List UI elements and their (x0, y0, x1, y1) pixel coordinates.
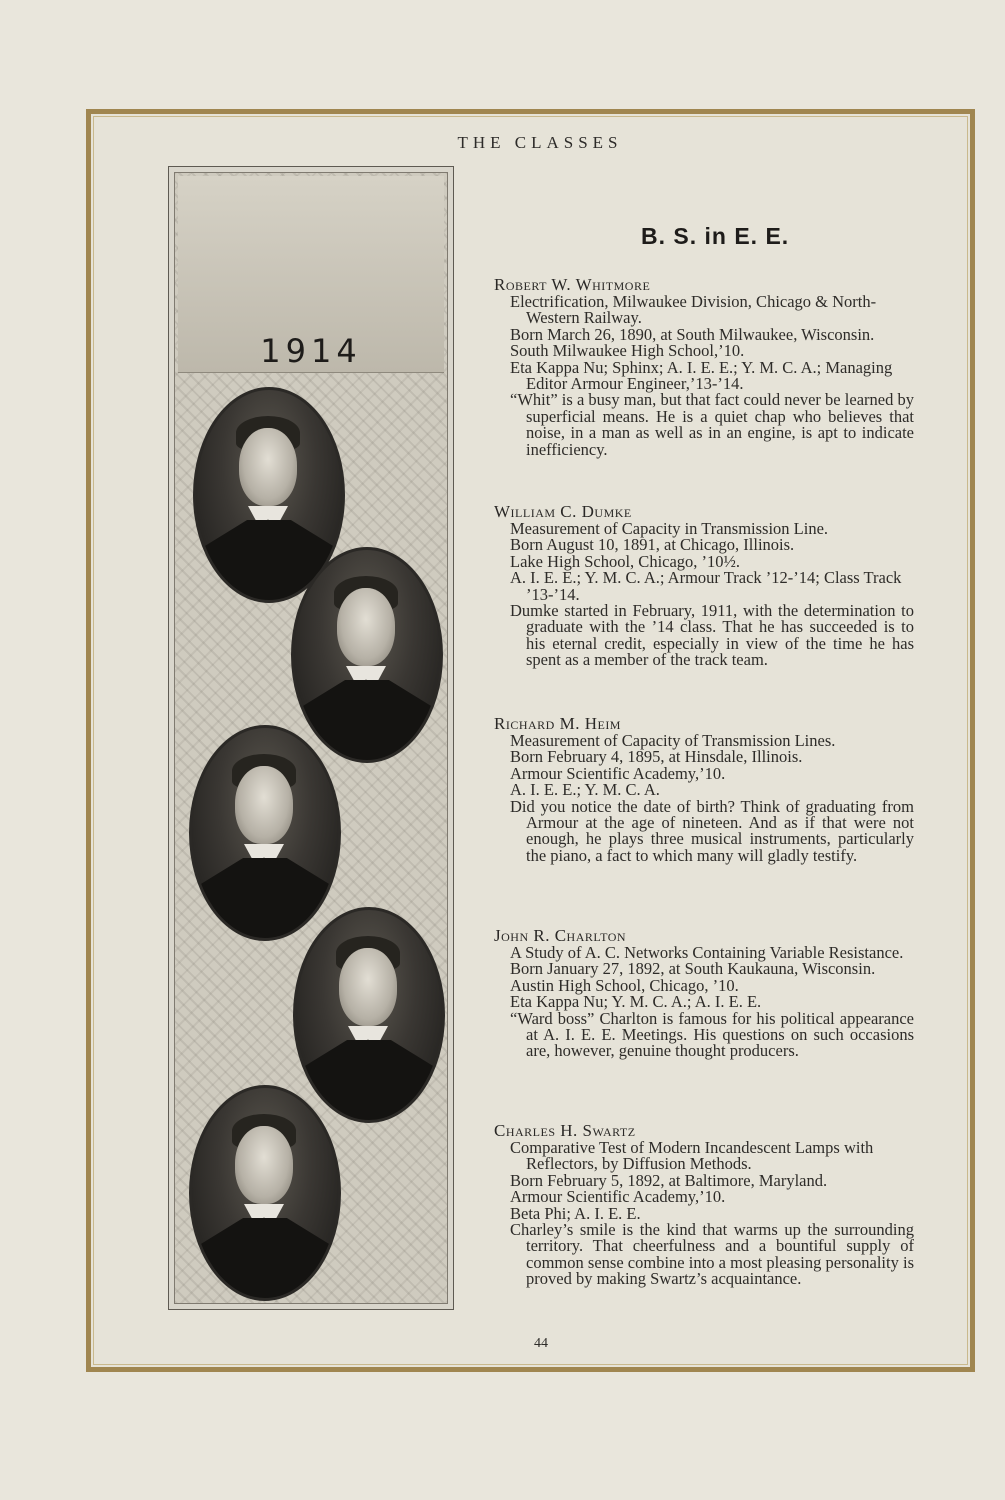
section-heading: B. S. in E. E. (641, 223, 790, 249)
entry-remark: “Whit” is a busy man, but that fact could never be learned by superficial means. He is a quiet chap who believes that noise, in a man as well as in an engine, is apt to indicate inefficiency. (510, 390, 914, 459)
entry-remark: Did you notice the date of birth? Think of graduating from Armour at the age of nineteen. And as if that were not enough, he plays three musical instruments, particularly the piano, a fact to which many will gladly testify. (510, 796, 914, 865)
entry-name: John R. Charlton (494, 926, 627, 945)
entry-school: South Milwaukee High School,’10. (510, 341, 745, 361)
entry-name: Richard M. Heim (494, 714, 621, 733)
entry-activities: A. I. E. E.; Y. M. C. A.; Armour Track ’12-’14; Class Track ’13-’14. (510, 568, 902, 604)
entry-thesis: Measurement of Capacity of Transmission Lines. (510, 731, 836, 750)
entry-born: Born March 26, 1890, at South Milwaukee, Wisconsin. (510, 324, 875, 344)
class-year: 1914 (260, 332, 362, 370)
entry-born: Born February 4, 1895, at Hinsdale, Illinois. (510, 747, 803, 767)
entry-thesis: Comparative Test of Modern Incandescent Lamps with Reflectors, by Diffusion Methods. (510, 1138, 874, 1174)
entry-swartz (494, 1122, 914, 1288)
entry-activities: A. I. E. E.; Y. M. C. A. (510, 780, 660, 800)
entry-born: Born August 10, 1891, at Chicago, Illinois. (510, 535, 795, 555)
entry-name: William C. Dumke (494, 502, 632, 521)
entry-school: Lake High School, Chicago, ’10½. (510, 551, 741, 571)
entry-thesis: A Study of A. C. Networks Containing Variable Resistance. (510, 943, 904, 962)
entry-heim (494, 715, 914, 864)
entry-thesis: Electrification, Milwaukee Division, Chicago & North-Western Railway. (510, 292, 877, 328)
portrait-charlton (293, 907, 445, 1123)
page-number: 44 (534, 1336, 548, 1351)
entry-school: Armour Scientific Academy,’10. (510, 763, 726, 783)
portrait-heim (189, 725, 341, 941)
entry-thesis: Measurement of Capacity in Transmission Line. (510, 519, 829, 538)
entry-name: Robert W. Whitmore (494, 275, 651, 294)
running-head: THE CLASSES (457, 133, 623, 152)
photo-strip (168, 166, 454, 1310)
entry-remark: “Ward boss” Charlton is famous for his political appearance at A. I. E. E. Meetings. His questions on such occasions are, however, genuine thought producers. (510, 1008, 914, 1061)
portrait-swartz (189, 1085, 341, 1301)
entry-remark: Charley’s smile is the kind that warms up the surrounding territory. That cheerfulness and a bountiful supply of common sense combine into a most pleasing personality is proved by making Swartz’s acquaintance. (510, 1220, 914, 1289)
entry-name: Charles H. Swartz (494, 1121, 636, 1140)
entry-whitmore (494, 276, 914, 458)
entry-activities: Eta Kappa Nu; Sphinx; A. I. E. E.; Y. M. C. A.; Managing Editor Armour Engineer,’13-’14. (510, 357, 893, 394)
entry-school: Armour Scientific Academy,’10. (510, 1187, 726, 1207)
entry-school: Austin High School, Chicago, ’10. (510, 975, 739, 995)
entry-charlton (494, 927, 914, 1060)
entry-activities: Beta Phi; A. I. E. E. (510, 1203, 641, 1223)
entry-born: Born February 5, 1892, at Baltimore, Maryland. (510, 1170, 828, 1190)
entry-remark: Dumke started in February, 1911, with the determination to graduate with the ’14 class. That he has succeeded is to his eternal credit, especially in view of the time he has spent as a member of the track team. (510, 601, 914, 670)
portrait-dumke (291, 547, 443, 763)
entry-activities: Eta Kappa Nu; Y. M. C. A.; A. I. E. E. (510, 992, 762, 1012)
entry-born: Born January 27, 1892, at South Kaukauna, Wisconsin. (510, 959, 876, 979)
entry-dumke (494, 503, 914, 669)
